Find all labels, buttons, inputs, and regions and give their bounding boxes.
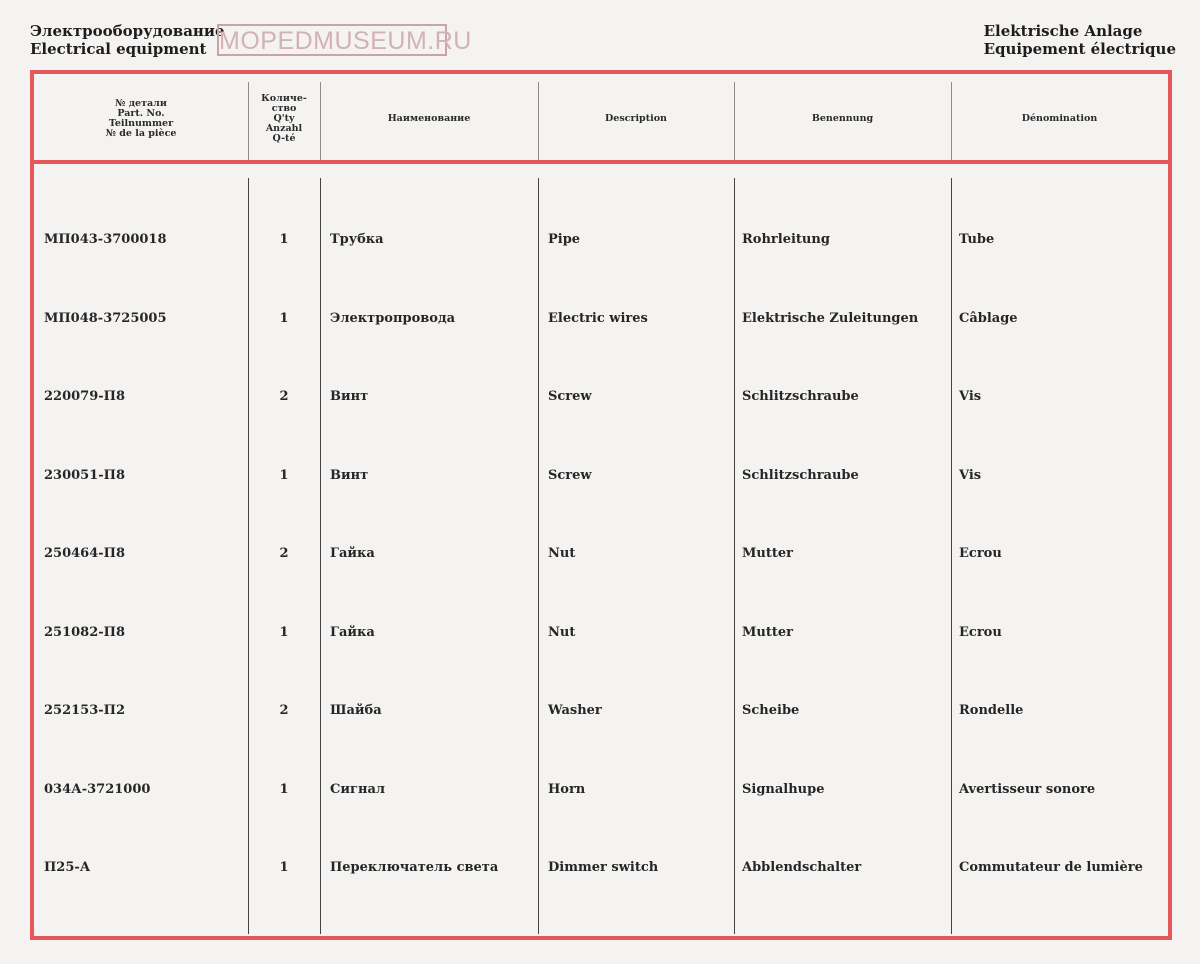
benennung-de: Scheibe xyxy=(742,703,800,718)
benennung-de: Schlitzschraube xyxy=(742,389,859,404)
section-title-de: Elektrische Anlage xyxy=(983,22,1143,40)
body-column-rule xyxy=(951,178,952,934)
part-number: МП043-3700018 xyxy=(44,232,167,247)
benennung-de: Elektrische Zuleitungen xyxy=(742,310,919,326)
quantity: 1 xyxy=(279,624,289,640)
quantity: 2 xyxy=(279,703,289,718)
denomination-fr: Ecrou xyxy=(959,546,1002,561)
benennung-de: Signalhupe xyxy=(742,781,825,797)
denomination-fr: Rondelle xyxy=(959,703,1024,718)
body-column-rule xyxy=(320,178,321,934)
name-ru: Трубка xyxy=(330,232,384,247)
quantity: 2 xyxy=(279,389,289,404)
part-number: 252153-П2 xyxy=(44,703,125,718)
benennung-de: Rohrleitung xyxy=(742,232,830,247)
body-column-rule xyxy=(538,178,539,934)
denomination-fr: Commutateur de lumière xyxy=(959,860,1143,875)
description-en: Screw xyxy=(548,389,592,404)
denomination-fr: Avertisseur sonore xyxy=(959,781,1096,797)
quantity: 1 xyxy=(279,232,289,247)
quantity: 1 xyxy=(279,860,289,875)
description-en: Pipe xyxy=(548,232,581,247)
description-en: Dimmer switch xyxy=(548,860,659,875)
description-en: Nut xyxy=(548,624,576,640)
section-title-left xyxy=(30,22,225,58)
col-header-benennung: Benennung xyxy=(811,113,874,124)
name-ru: Переключатель света xyxy=(330,860,499,875)
col-header-qty: Количе- ство Q'ty Anzahl Q-té xyxy=(261,93,307,144)
name-ru: Винт xyxy=(330,389,369,404)
benennung-de: Abblendschalter xyxy=(742,860,862,875)
denomination-fr: Vis xyxy=(959,389,982,404)
benennung-de: Schlitzschraube xyxy=(742,467,859,483)
part-number: 250464-П8 xyxy=(44,546,125,561)
quantity: 1 xyxy=(279,781,289,797)
part-number: 220079-П8 xyxy=(44,389,125,404)
col-header-name-ru: Наименование xyxy=(387,113,471,124)
body-column-rule xyxy=(734,178,735,934)
denomination-fr: Vis xyxy=(959,467,982,483)
section-title-fr: Equipement électrique xyxy=(983,40,1176,58)
section-title-ru: Электрооборудование xyxy=(30,22,225,40)
body-column-rule xyxy=(248,178,249,934)
col-header-denomination: Dénomination xyxy=(1021,113,1098,124)
description-en: Screw xyxy=(548,467,592,483)
quantity: 1 xyxy=(279,467,289,483)
part-number: П25-А xyxy=(44,860,91,875)
name-ru: Электропровода xyxy=(330,310,456,326)
description-en: Washer xyxy=(548,703,602,718)
section-title-en: Electrical equipment xyxy=(30,40,207,58)
part-number: 251082-П8 xyxy=(44,624,125,640)
header-divider xyxy=(34,160,1168,164)
benennung-de: Mutter xyxy=(742,624,793,640)
description-en: Electric wires xyxy=(548,310,648,326)
description-en: Nut xyxy=(548,546,576,561)
part-number: МП048-3725005 xyxy=(44,310,167,326)
denomination-fr: Tube xyxy=(959,232,995,247)
part-number: 034А-3721000 xyxy=(44,781,151,797)
name-ru: Гайка xyxy=(330,624,375,640)
name-ru: Шайба xyxy=(330,703,382,718)
benennung-de: Mutter xyxy=(742,546,793,561)
col-header-description: Description xyxy=(605,113,667,124)
denomination-fr: Ecrou xyxy=(959,624,1002,640)
name-ru: Гайка xyxy=(330,546,375,561)
parts-table xyxy=(30,70,1172,940)
description-en: Horn xyxy=(548,781,586,797)
part-number: 230051-П8 xyxy=(44,467,125,483)
quantity: 1 xyxy=(279,310,289,326)
denomination-fr: Câblage xyxy=(959,310,1018,326)
col-header-part-no: № детали Part. No. Teilnummer № de la pièce xyxy=(105,98,177,139)
name-ru: Винт xyxy=(330,467,369,483)
quantity: 2 xyxy=(279,546,289,561)
watermark-stamp: MOPEDMUSEUM.RU xyxy=(217,24,447,56)
name-ru: Сигнал xyxy=(330,781,386,797)
section-title-right xyxy=(984,22,1176,58)
